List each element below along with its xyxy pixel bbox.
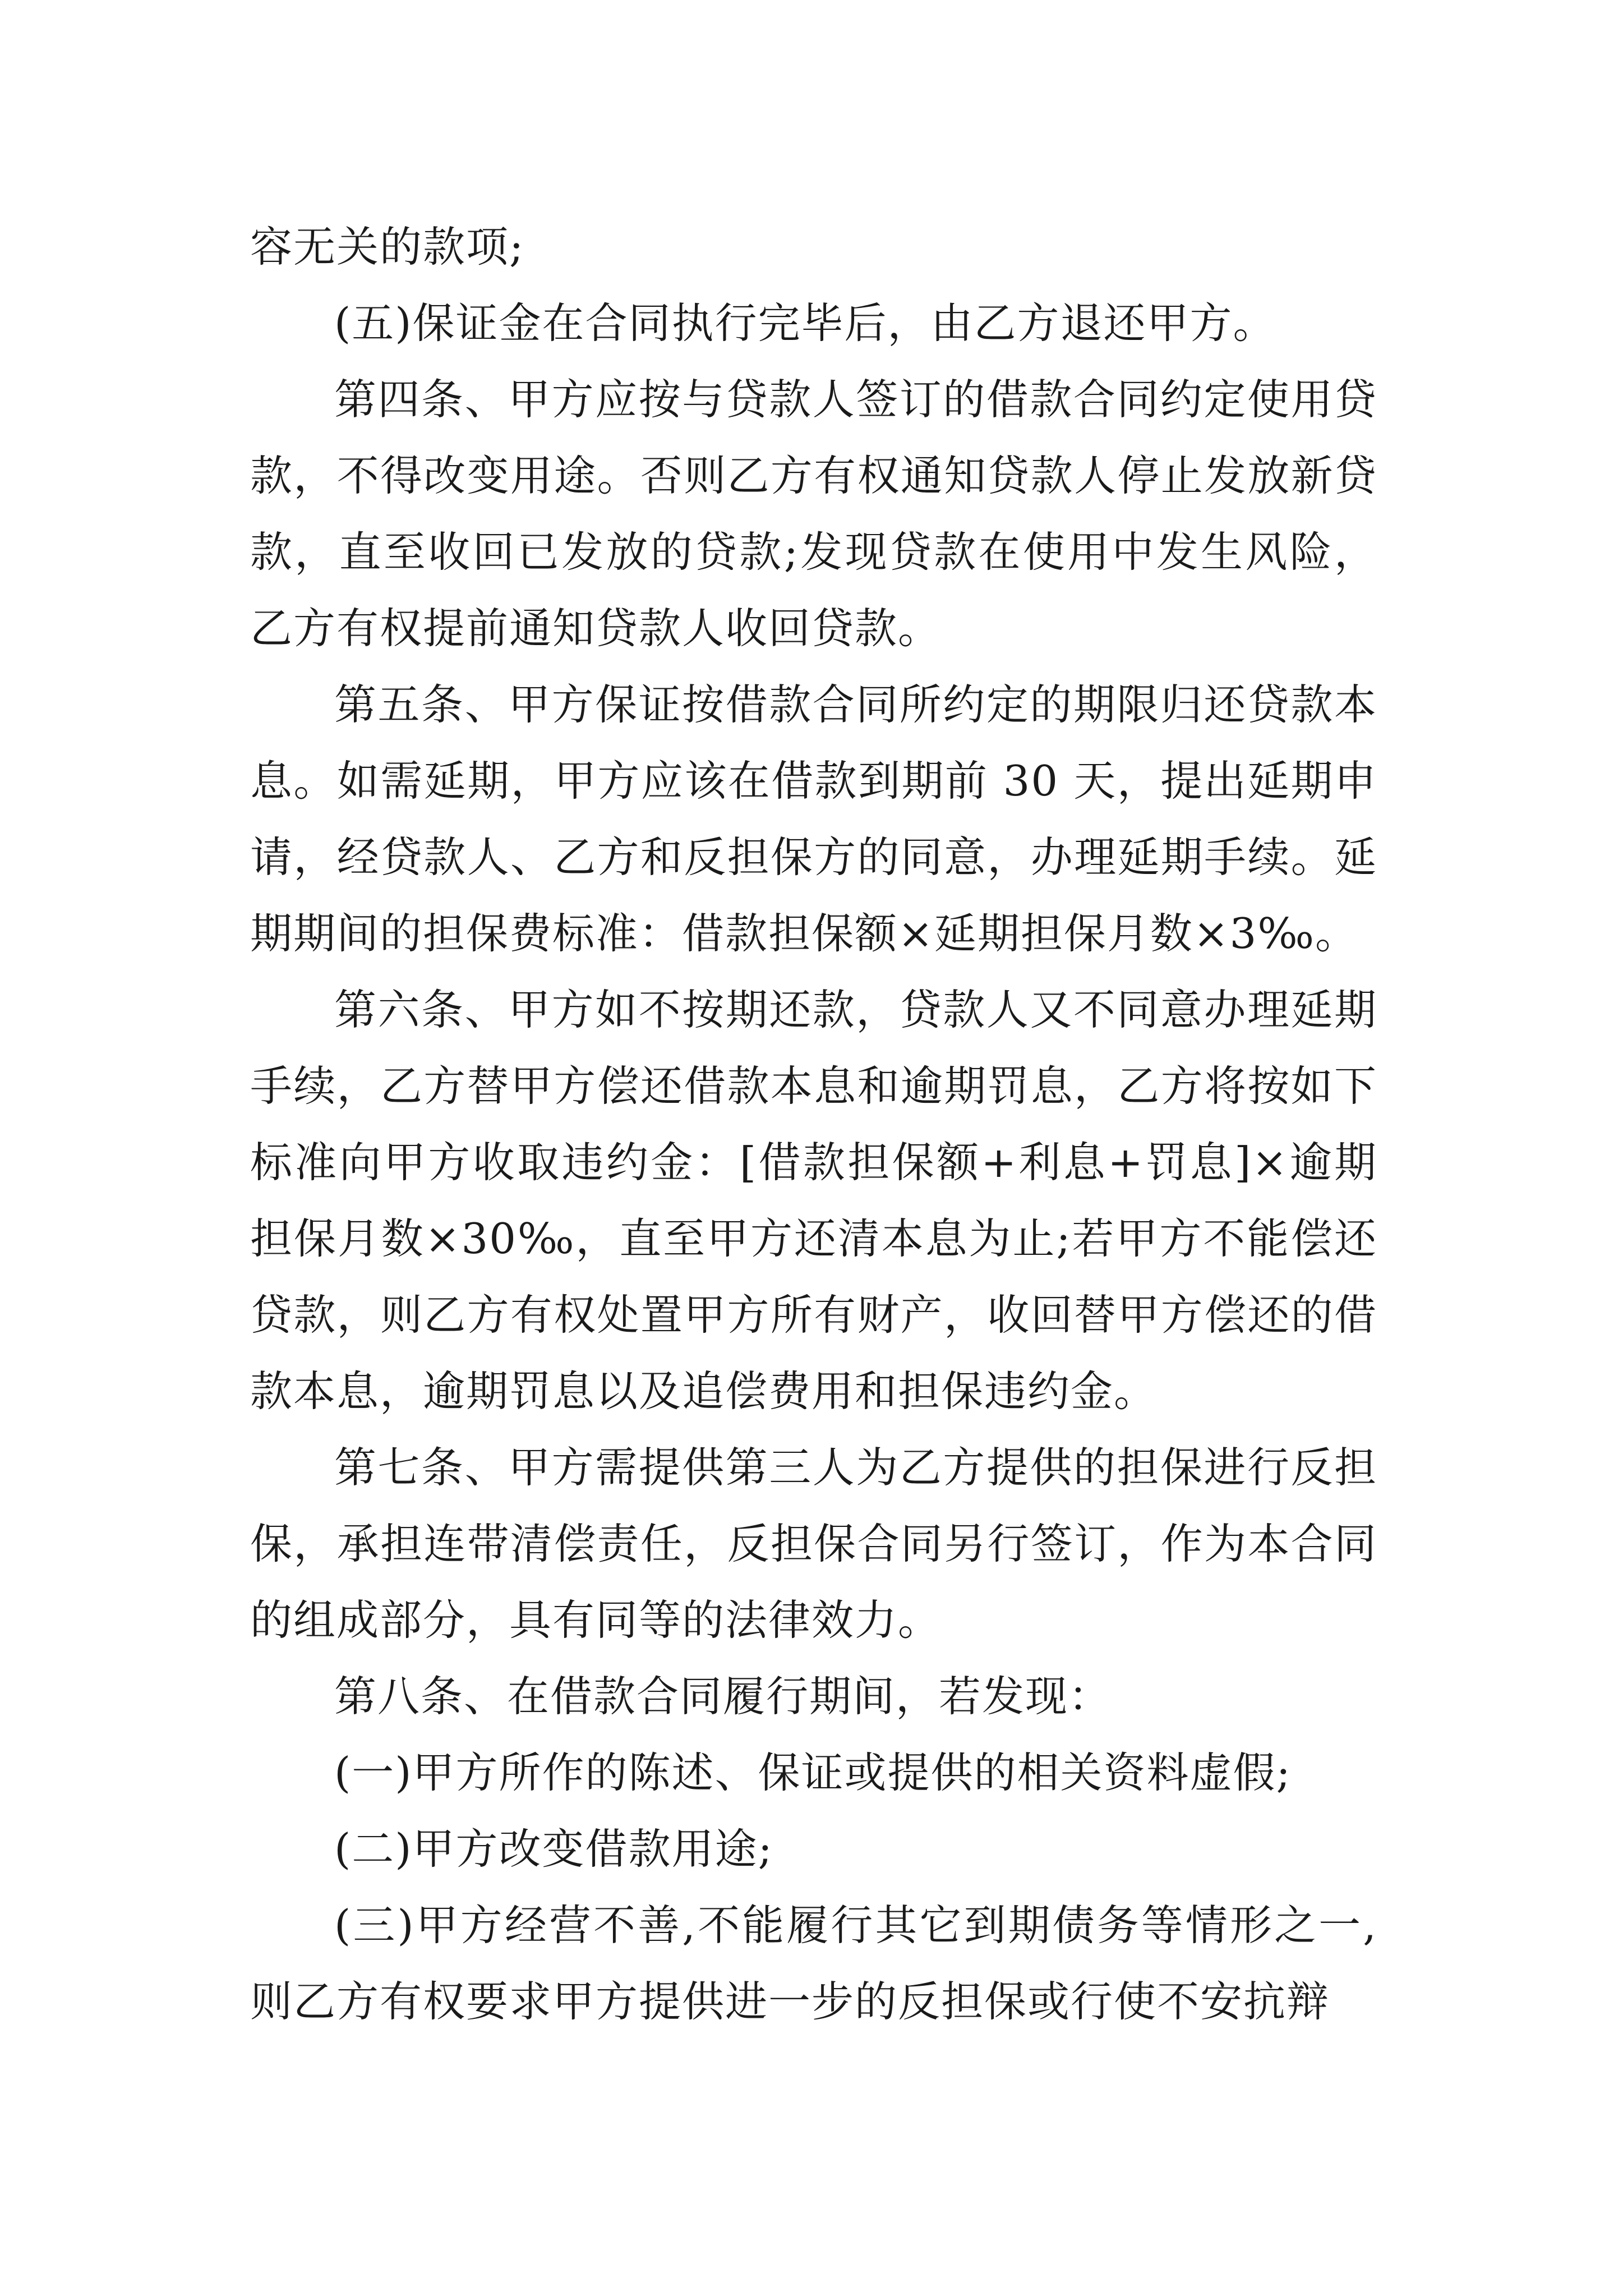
paragraph-article-5: 第五条、甲方保证按借款合同所约定的期限归还贷款本息。如需延期，甲方应该在借款到期前 30 天，提出延期申请，经贷款人、乙方和反担保方的同意，办理延期手续。延期期间的担保费标准：借款担保额×延期担保月数×3‰。 xyxy=(250,680,1377,958)
paragraph-article-4: 第四条、甲方应按与贷款人签订的借款合同约定使用贷款，不得改变用途。否则乙方有权通知贷款人停止发放新贷款，直至收回已发放的贷款;发现贷款在使用中发生风险，乙方有权提前通知贷款人收回贷款。 xyxy=(250,375,1377,653)
paragraph-item-1: (一)甲方所作的陈述、保证或提供的相关资料虚假; xyxy=(334,1748,1292,1797)
paragraph-item-2: (二)甲方改变借款用途; xyxy=(334,1824,773,1874)
paragraph-item-3: (三)甲方经营不善,不能履行其它到期债务等情形之一,则乙方有权要求甲方提供进一步的反担保或行使不安抗辩 xyxy=(250,1901,1377,2026)
paragraph-continuation: 容无关的款项; xyxy=(250,222,525,272)
paragraph-article-7: 第七条、甲方需提供第三人为乙方提供的担保进行反担保，承担连带清偿责任，反担保合同另行签订，作为本合同的组成部分，具有同等的法律效力。 xyxy=(250,1443,1377,1645)
document-body xyxy=(250,209,1377,2040)
paragraph-article-6: 第六条、甲方如不按期还款，贷款人又不同意办理延期手续，乙方替甲方偿还借款本息和逾期罚息，乙方将按如下标准向甲方收取违约金：[借款担保额+利息+罚息]×逾期担保月数×30‰，直至甲方还清本息为止;若甲方不能偿还贷款，则乙方有权处置甲方所有财产，收回替甲方偿还的借款本息，逾期罚息以及追偿费用和担保违约金。 xyxy=(250,985,1377,1416)
paragraph-item-5: (五)保证金在合同执行完毕后，由乙方退还甲方。 xyxy=(334,298,1276,348)
paragraph-article-8: 第八条、在借款合同履行期间，若发现： xyxy=(334,1672,1112,1721)
